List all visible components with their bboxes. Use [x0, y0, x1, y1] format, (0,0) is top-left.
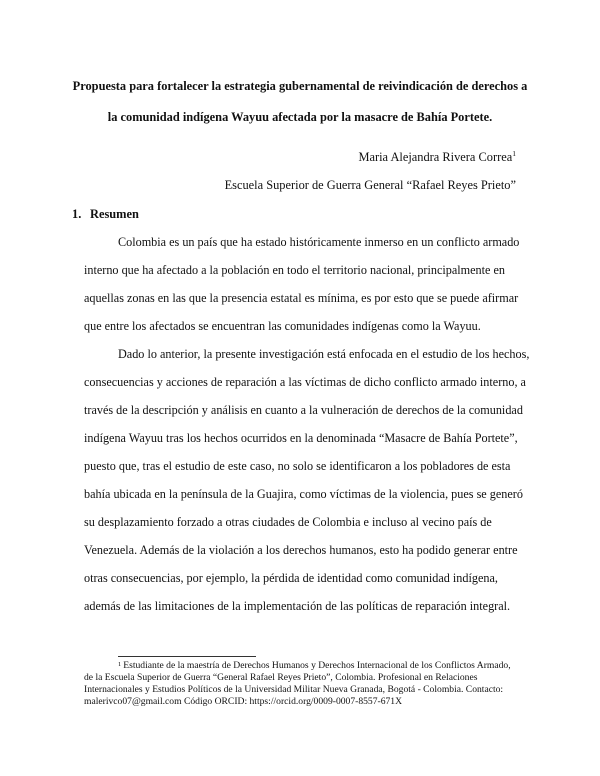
paragraph-line: indígena Wayuu tras los hechos ocurridos en la denominada “Masacre de Bahía Portete”,: [84, 431, 518, 445]
footnote-line: malerivco07@gmail.com Código ORCID: https://orcid.org/0009-0007-8557-671X: [84, 696, 403, 707]
paragraph-line: consecuencias y acciones de reparación a las víctimas de dicho conflicto armado interno, a: [84, 375, 526, 389]
footnote-line: de la Escuela Superior de Guerra “General Rafael Reyes Prieto”, Colombia. Profesional en Relaciones: [84, 672, 478, 683]
section-heading: [72, 207, 139, 221]
author-footnote-mark: 1: [512, 149, 516, 158]
section-title: Resumen: [90, 207, 139, 221]
footnote-line: Internacionales y Estudios Políticos de la Universidad Militar Nueva Granada, Bogotá - Colombia. Contacto:: [84, 684, 504, 695]
footnote-text: Estudiante de la maestría de Derechos Humanos y Derechos Internacional de los Conflictos Armado,: [123, 660, 511, 671]
author-affiliation: Escuela Superior de Guerra General “Rafael Reyes Prieto”: [224, 178, 516, 192]
paragraph-line: bahía ubicada en la península de la Guajira, como víctimas de la violencia, pues se generó: [84, 487, 523, 501]
paragraph-line: Colombia es un país que ha estado históricamente inmerso en un conflicto armado: [118, 235, 520, 249]
footnote-mark: 1: [118, 661, 122, 668]
title-line-1: Propuesta para fortalecer la estrategia gubernamental de reivindicación de derechos a: [72, 79, 528, 93]
footnote-separator: [118, 656, 256, 657]
paragraph-line: su desplazamiento forzado a otras ciudades de Colombia e incluso al vecino país de: [84, 515, 492, 529]
paragraph-line: puesto que, tras el estudio de este caso, no solo se identificaron a los pobladores de esta: [84, 459, 511, 473]
paragraph-line: que entre los afectados se encuentran las comunidades indígenas como la Wayuu.: [84, 319, 481, 333]
paragraph-line: través de la descripción y análisis en cuanto a la vulneración de derechos de la comunidad: [84, 403, 523, 417]
paragraph-line: Venezuela. Además de la violación a los derechos humanos, esto ha podido generar entre: [84, 543, 518, 557]
section-number: 1.: [72, 207, 82, 221]
paragraph-line: otras consecuencias, por ejemplo, la pérdida de identidad como comunidad indígena,: [84, 571, 498, 585]
paragraph-line: aquellas zonas en las que la presencia estatal es mínima, es por esto que se puede afirmar: [84, 291, 519, 305]
paragraph-line: Dado lo anterior, la presente investigación está enfocada en el estudio de los hechos,: [118, 347, 530, 361]
title-line-2: la comunidad indígena Wayuu afectada por la masacre de Bahía Portete.: [107, 110, 493, 124]
author-name: Maria Alejandra Rivera Correa: [358, 150, 513, 164]
footnote-line: [118, 660, 511, 672]
paragraph-line: además de las limitaciones de la implementación de las políticas de reparación integral.: [84, 599, 511, 613]
author-line: [358, 150, 516, 164]
paragraph-line: interno que ha afectado a la población en todo el territorio nacional, principalmente en: [84, 263, 505, 277]
